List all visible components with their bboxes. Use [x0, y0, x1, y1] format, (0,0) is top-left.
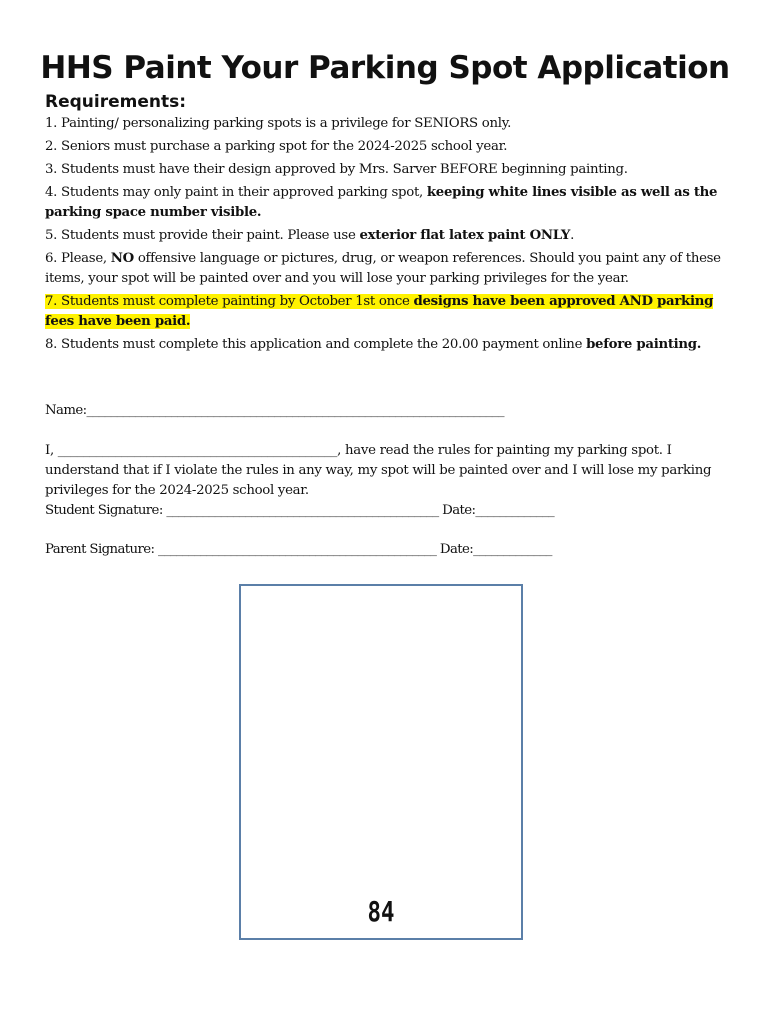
- requirement-text: [45, 294, 713, 329]
- requirement-item: [45, 137, 735, 157]
- requirement-item: [45, 292, 735, 332]
- requirement-segment: 7. Students must complete painting by October 1st once: [45, 294, 414, 309]
- requirement-text: [45, 185, 717, 220]
- requirement-text: [45, 116, 511, 131]
- requirement-segment: .: [570, 228, 575, 243]
- requirement-emphasis: designs have been approved AND parking fees have been paid.: [45, 294, 714, 329]
- page-title: HHS Paint Your Parking Spot Application: [40, 50, 730, 86]
- requirement-item: [45, 183, 735, 223]
- requirement-text: [45, 139, 507, 154]
- requirement-item: [45, 249, 735, 289]
- requirement-segment: 1. Painting/ personalizing parking spots is a privilege for SENIORS only.: [45, 116, 512, 131]
- requirement-item: [45, 335, 735, 355]
- requirement-text: [45, 228, 574, 243]
- requirement-text: [45, 337, 701, 352]
- requirement-text: [45, 251, 721, 286]
- student-signature-line[interactable]: Student Signature: _____________________________________________ Date:_____________: [45, 503, 555, 518]
- requirement-item: [45, 160, 735, 180]
- requirement-emphasis: keeping white lines visible as well as the parking space number visible.: [45, 185, 718, 220]
- name-field-line[interactable]: Name:_____________________________________________________________________: [45, 403, 504, 418]
- requirement-item: [45, 226, 735, 246]
- requirement-segment: offensive language or pictures, drug, or weapon references. Should you paint any of these items, your spot will be painted over and you will lose your parking privileges for the year.: [45, 251, 721, 286]
- parking-spot-design-box[interactable]: [239, 584, 523, 940]
- requirement-segment: 5. Students must provide their paint. Please use: [45, 228, 360, 243]
- requirement-segment: 4. Students may only paint in their approved parking spot,: [45, 185, 427, 200]
- requirements-heading: Requirements:: [45, 92, 187, 112]
- requirement-text: [45, 162, 628, 177]
- requirement-segment: 6. Please,: [45, 251, 111, 266]
- requirement-segment: 3. Students must have their design approved by Mrs. Sarver BEFORE beginning painting.: [45, 162, 628, 177]
- requirement-segment: 8. Students must complete this application and complete the 20.00 payment online: [45, 337, 587, 352]
- requirement-item: [45, 114, 735, 134]
- acknowledgement-statement: I, ____________________________________________, have read the rules for painting my parking spot. I understand that if I violate the rules in any way, my spot will be painted over and I will lose my parking privileges for the 2024-2025 school year.: [45, 443, 712, 498]
- requirements-list: [45, 114, 735, 358]
- requirement-emphasis: NO: [110, 251, 134, 266]
- parent-signature-line[interactable]: Parent Signature: ______________________________________________ Date:_____________: [45, 542, 552, 557]
- parking-spot-number: 84: [367, 895, 395, 928]
- requirement-emphasis: before painting.: [586, 337, 702, 352]
- application-form: [45, 401, 735, 560]
- requirement-segment: 2. Seniors must purchase a parking spot for the 2024-2025 school year.: [45, 139, 508, 154]
- requirement-emphasis: exterior flat latex paint ONLY: [359, 228, 571, 243]
